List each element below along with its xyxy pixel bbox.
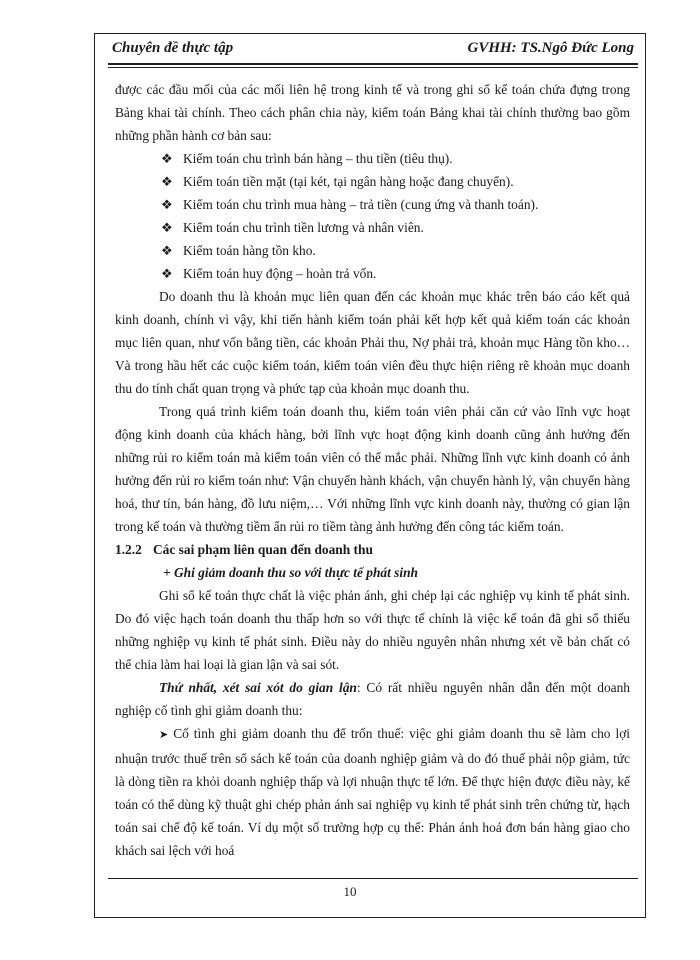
diamond-bullet-icon: ❖ (161, 243, 173, 258)
page-header (108, 40, 638, 62)
list-item: ❖ Kiểm toán tiền mặt (tại két, tại ngân hàng hoặc đang chuyển). (115, 170, 630, 193)
page-number: 10 (343, 884, 357, 899)
section-number: 1.2.2 (115, 542, 142, 557)
header-title: Chuyên đề thực tập (112, 40, 234, 56)
list-item: ❖ Kiểm toán chu trình tiền lương và nhân viên. (115, 216, 630, 239)
audit-parts-list (115, 147, 630, 285)
list-item: ❖ Kiểm toán huy động – hoàn trả vốn. (115, 262, 630, 285)
arrow-right-icon: ➤ (159, 729, 169, 741)
first-reason-lead: Thứ nhất, xét sai xót do gian lận (159, 680, 357, 695)
section-heading (115, 538, 630, 561)
subheading: + Ghi giảm doanh thu so với thực tế phát sinh (163, 565, 419, 580)
list-item: ❖ Kiểm toán hàng tồn kho. (115, 239, 630, 262)
paragraph-first-reason (115, 676, 630, 722)
document-body (115, 78, 630, 862)
diamond-bullet-icon: ❖ (161, 151, 173, 166)
list-item: ❖ Kiểm toán chu trình bán hàng – thu tiền (tiêu thụ). (115, 147, 630, 170)
first-reason-text: : Có rất nhiều nguyên nhân dẫn đến một doanh nghiệp cố tình ghi giảm doanh thu: (115, 680, 630, 718)
paragraph-process: Trong quá trình kiểm toán doanh thu, kiểm toán viên phải căn cứ vào lĩnh vực hoạt động kinh doanh của khách hàng, bởi lĩnh vực hoạt động kinh doanh cũng ảnh hưởng đến những rủi ro kiểm toán mà kiểm toán viên có thể mắc phải. Những lĩnh vực kinh doanh có ảnh hưởng đến rủi ro kiểm toán như: Vận chuyển hành khách, vận chuyển hành lý, vận chuyển hàng hoá, thư tín, bán hàng, đồ lưu niệm,… Với những lĩnh vực kinh doanh này, thường có gian lận trong kế toán và thường tiềm ẩn rủi ro tiềm tàng ảnh hưởng đến công tác kiểm toán. (115, 404, 630, 534)
list-item: ❖ Kiểm toán chu trình mua hàng – trả tiền (cung ứng và thanh toán). (115, 193, 630, 216)
paragraph-revenue: Do doanh thu là khoản mục liên quan đến các khoản mục khác trên báo cáo kết quả kinh doanh, chính vì vậy, khi tiến hành kiểm toán phải kết hợp kết quả kiểm toán các khoản mục liên quan, như vốn bằng tiền, các khoản Phải thu, Nợ phải trả, khoản mục Hàng tồn kho… Và trong hầu hết các cuộc kiểm toán, kiểm toán viên đều thực hiện riêng rẽ khoản mục doanh thu do tính chất quan trọng và phức tạp của khoản mục doanh thu. (115, 289, 630, 396)
diamond-bullet-icon: ❖ (161, 197, 173, 212)
diamond-bullet-icon: ❖ (161, 174, 173, 189)
tax-text: Cố tình ghi giảm doanh thu để trốn thuế: việc ghi giảm doanh thu sẽ làm cho lợi nhuận trước thuế trên sổ sách kế toán của doanh nghiệp giảm và do đó thuế phải nộp giảm, tức là dòng tiền ra khỏi doanh nghiệp thấp và lợi nhuận thực tế lớn. Để thực hiện được điều này, kế toán có thể dùng kỹ thuật ghi chép phản ánh sai nghiệp vụ kinh tế phát sinh trên chứng từ, hạch toán sai chế độ kế toán. Ví dụ một số trường hợp cụ thể: Phản ánh hoá đơn bán hàng giao cho khách sai lệch với hoá (115, 726, 631, 858)
diamond-bullet-icon: ❖ (161, 266, 173, 281)
footer-divider (108, 878, 638, 879)
section-title: Các sai phạm liên quan đến doanh thu (153, 542, 373, 557)
header-supervisor: GVHH: TS.Ngô Đức Long (467, 40, 634, 56)
diamond-bullet-icon: ❖ (161, 220, 173, 235)
header-divider (108, 63, 638, 68)
paragraph-understate: Ghi sổ kế toán thực chất là việc phản ánh, ghi chép lại các nghiệp vụ kinh tế phát sinh. Do đó việc hạch toán doanh thu thấp hơn so với thực tế chính là việc kế toán đã ghi sổ thiếu những nghiệp vụ kinh tế phát sinh. Điều này do nhiều nguyên nhân nhưng xét về bản chất có thể chia làm hai loại là gian lận và sai sót. (115, 588, 630, 672)
paragraph-intro: được các đầu mối của các mối liên hệ trong kinh tế và trong ghi sổ kế toán chứa đựng trong Bảng khai tài chính. Theo cách phân chia này, kiểm toán Bảng khai tài chính thường bao gồm những phần hành cơ bản sau: (115, 82, 630, 143)
paragraph-tax (115, 722, 630, 862)
